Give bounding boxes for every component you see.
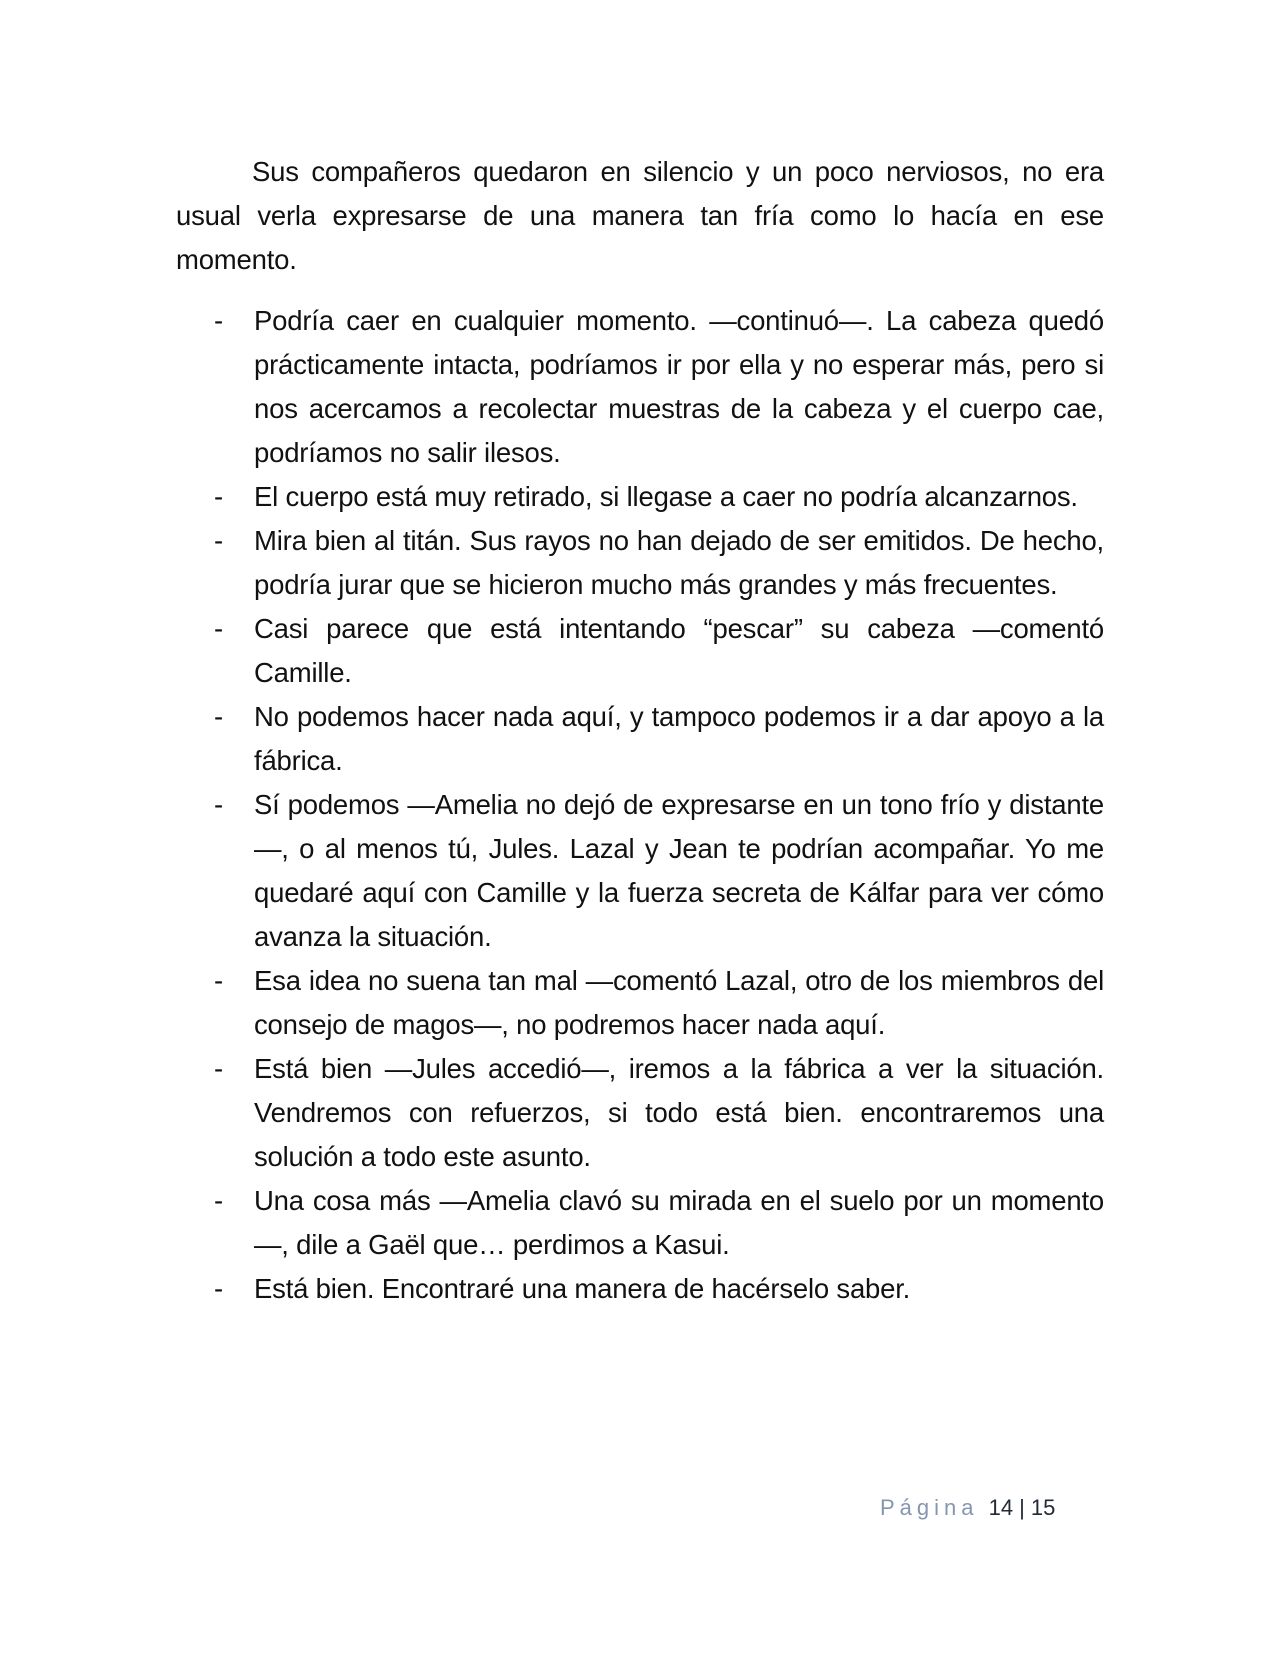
dash-bullet-icon: - (214, 701, 223, 732)
current-page-number: 14 (988, 1495, 1014, 1520)
dialogue-text: Mira bien al titán. Sus rayos no han dejado de ser emitidos. De hecho, podría jurar que se hicieron mucho más grandes y más frecuentes. (254, 525, 1104, 600)
page-footer (880, 1493, 1080, 1523)
dialogue-text: Está bien. Encontraré una manera de hacérselo saber. (254, 1273, 911, 1304)
dialogue-line (176, 695, 1104, 783)
dialogue-line (176, 1047, 1104, 1179)
dialogue-line (176, 607, 1104, 695)
page-body (176, 150, 1104, 1311)
dialogue-line (176, 299, 1104, 475)
dash-bullet-icon: - (214, 1185, 223, 1216)
dialogue-text: Una cosa más —Amelia clavó su mirada en el suelo por un momento—, dile a Gaël que… perdimos a Kasui. (254, 1185, 1104, 1260)
dash-bullet-icon: - (214, 305, 223, 336)
total-pages-number: 15 (1030, 1495, 1056, 1520)
dialogue-line (176, 519, 1104, 607)
dialogue-line (176, 475, 1104, 519)
dash-bullet-icon: - (214, 613, 223, 644)
dialogue-line (176, 959, 1104, 1047)
dialogue-line (176, 1267, 1104, 1311)
dialogue-text: Está bien —Jules accedió—, iremos a la fábrica a ver la situación. Vendremos con refuerzos, si todo está bien. encontraremos una solución a todo este asunto. (254, 1053, 1104, 1172)
dash-bullet-icon: - (214, 1273, 223, 1304)
dash-bullet-icon: - (214, 789, 223, 820)
dialogue-text: Esa idea no suena tan mal —comentó Lazal, otro de los miembros del consejo de magos—, no podremos hacer nada aquí. (254, 965, 1104, 1040)
dash-bullet-icon: - (214, 1053, 223, 1084)
dialogue-text: No podemos hacer nada aquí, y tampoco podemos ir a dar apoyo a la fábrica. (254, 701, 1104, 776)
dialogue-text: Podría caer en cualquier momento. —continuó—. La cabeza quedó prácticamente intacta, podríamos ir por ella y no esperar más, pero si nos acercamos a recolectar muestras de la cabeza y el cuerpo cae, podríamos no salir ilesos. (254, 305, 1104, 468)
dialogue-text: El cuerpo está muy retirado, si llegase a caer no podría alcanzarnos. (254, 481, 1078, 512)
page-label: Página (880, 1495, 979, 1520)
dialogue-text: Casi parece que está intentando “pescar” su cabeza —comentó Camille. (254, 613, 1104, 688)
page-separator: | (1019, 1495, 1025, 1520)
dialogue-line (176, 783, 1104, 959)
intro-paragraph: Sus compañeros quedaron en silencio y un poco nerviosos, no era usual verla expresarse de una manera tan fría como lo hacía en ese momento. (176, 156, 1104, 275)
dash-bullet-icon: - (214, 965, 223, 996)
dialogue-list (176, 299, 1104, 1311)
dialogue-text: Sí podemos —Amelia no dejó de expresarse en un tono frío y distante—, o al menos tú, Jules. Lazal y Jean te podrían acompañar. Yo me quedaré aquí con Camille y la fuerza secreta de Kálfar para ver cómo avanza la situación. (254, 789, 1104, 952)
dash-bullet-icon: - (214, 525, 223, 556)
dash-bullet-icon: - (214, 481, 223, 512)
dialogue-line (176, 1179, 1104, 1267)
